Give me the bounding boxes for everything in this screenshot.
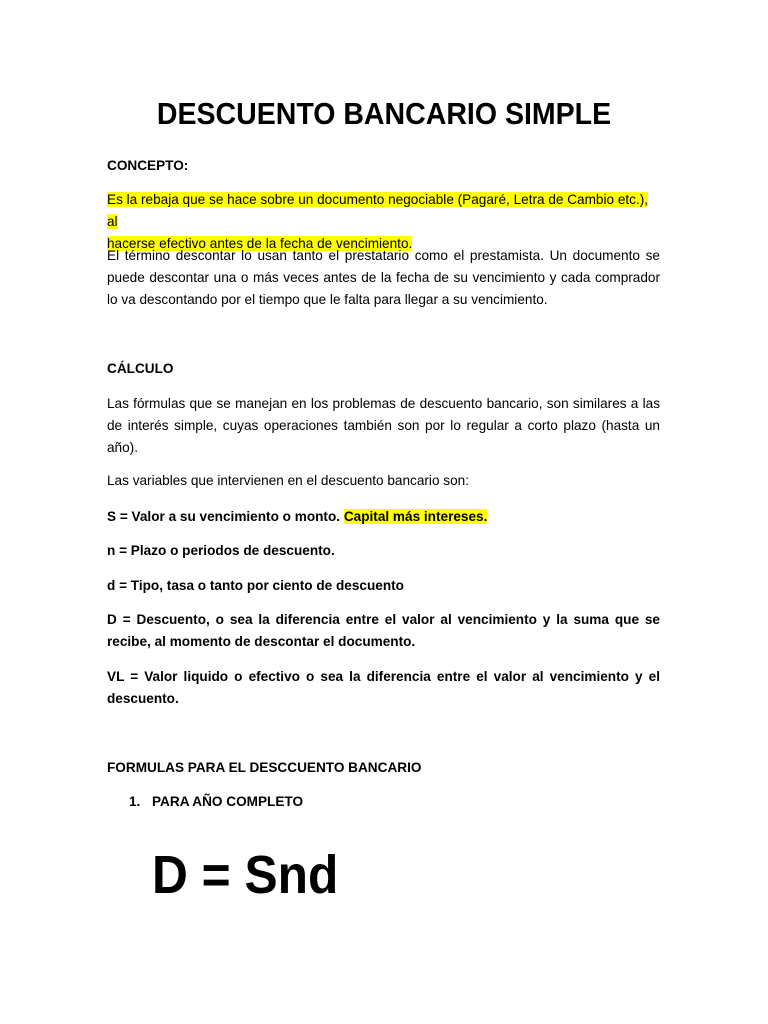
formula-descuento: D = Snd bbox=[152, 845, 339, 905]
list-item-label: PARA AÑO COMPLETO bbox=[152, 794, 304, 809]
variable-s bbox=[107, 506, 660, 528]
variable-n: n = Plazo o periodos de descuento. bbox=[107, 543, 335, 558]
variables-intro: Las variables que intervienen en el descuento bancario son: bbox=[107, 473, 469, 488]
concepto-paragraph: El término descontar lo usan tanto el prestatario como el prestamista. Un documento se puede descontar una o más veces antes de la fecha de su vencimiento y cada comprador lo va descontando por el tiempo que le falta para llegar a su vencimiento. bbox=[107, 248, 660, 307]
list-item-number: 1. bbox=[129, 794, 141, 809]
variable-s-text: S = Valor a su vencimiento o monto. bbox=[107, 509, 341, 524]
formulas-heading: FORMULAS PARA EL DESCCUENTO BANCARIO bbox=[107, 760, 422, 775]
concepto-heading: CONCEPTO: bbox=[107, 158, 189, 173]
variable-s-highlight: Capital más intereses. bbox=[343, 509, 488, 524]
calculo-paragraph: Las fórmulas que se manejan en los problemas de descuento bancario, son similares a las de interés simple, cuyas operaciones también son por lo regular a corto plazo (hasta un año). bbox=[107, 396, 660, 455]
variable-D: D = Descuento, o sea la diferencia entre el valor al vencimiento y la suma que se recibe, al momento de descontar el documento. bbox=[107, 612, 660, 649]
calculo-heading: CÁLCULO bbox=[107, 361, 174, 376]
page-title: DESCUENTO BANCARIO SIMPLE bbox=[156, 96, 612, 131]
definition-line-1: Es la rebaja que se hace sobre un documento negociable (Pagaré, Letra de Cambio etc.), al bbox=[107, 192, 649, 229]
variable-VL: VL = Valor liquido o efectivo o sea la diferencia entre el valor al vencimiento y el descuento. bbox=[107, 669, 660, 706]
definition-line-2: hacerse efectivo antes de la fecha de vencimiento. bbox=[107, 236, 413, 251]
variable-d: d = Tipo, tasa o tanto por ciento de descuento bbox=[107, 578, 404, 593]
